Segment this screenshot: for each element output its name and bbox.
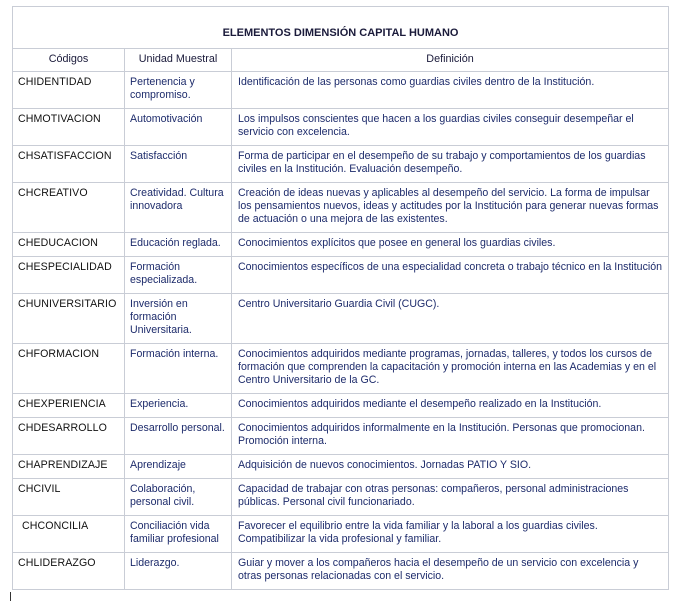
table-row (13, 479, 669, 516)
row-code: CHFORMACION (13, 344, 125, 394)
title-row (13, 7, 669, 49)
row-definition: Adquisición de nuevos conocimientos. Jornadas PATIO Y SIO. (232, 455, 669, 479)
table-row (13, 146, 669, 183)
table-row (13, 516, 669, 553)
row-unit: Pertenencia y compromiso. (125, 72, 232, 109)
row-definition: Los impulsos conscientes que hacen a los guardias civiles conseguir desempeñar el servicio con excelencia. (232, 109, 669, 146)
capital-humano-table (12, 6, 669, 590)
row-definition: Favorecer el equilibrio entre la vida familiar y la laboral a los guardias civiles. Compatibilizar la vida profesional y familiar. (232, 516, 669, 553)
row-unit: Experiencia. (125, 394, 232, 418)
row-unit: Educación reglada. (125, 233, 232, 257)
table-row (13, 344, 669, 394)
header-row (13, 49, 669, 72)
table-body (13, 7, 669, 590)
table-row (13, 72, 669, 109)
row-definition: Conocimientos explícitos que posee en general los guardias civiles. (232, 233, 669, 257)
row-unit: Conciliación vida familiar profesional (125, 516, 232, 553)
header-unidad-muestral: Unidad Muestral (125, 49, 232, 72)
row-code: CHSATISFACCION (13, 146, 125, 183)
row-unit: Aprendizaje (125, 455, 232, 479)
table-row (13, 294, 669, 344)
row-code: CHUNIVERSITARIO (13, 294, 125, 344)
table-row (13, 553, 669, 590)
row-definition: Conocimientos adquiridos mediante programas, jornadas, talleres, y todos los cursos de formación que comprenden la capacitación y promoción interna en las Academias y en el Centro Universitario de la GC. (232, 344, 669, 394)
row-code: CHLIDERAZGO (13, 553, 125, 590)
header-codigos: Códigos (13, 49, 125, 72)
row-code: CHAPRENDIZAJE (13, 455, 125, 479)
row-unit: Creatividad. Cultura innovadora (125, 183, 232, 233)
row-definition: Forma de participar en el desempeño de su trabajo y comportamientos de los guardias civiles en la Institución. Evaluación desempeño. (232, 146, 669, 183)
row-unit: Liderazgo. (125, 553, 232, 590)
row-unit: Colaboración, personal civil. (125, 479, 232, 516)
row-code: CHIDENTIDAD (13, 72, 125, 109)
row-unit: Formación interna. (125, 344, 232, 394)
row-definition: Creación de ideas nuevas y aplicables al desempeño del servicio. La forma de impulsar los pensamientos nuevos, ideas y actitudes por la Institución para generar nuevas formas de actuación o una mejora de las existentes. (232, 183, 669, 233)
row-unit: Inversión en formación Universitaria. (125, 294, 232, 344)
left-margin-mark (10, 592, 11, 601)
table-container (12, 6, 668, 590)
table-row (13, 233, 669, 257)
row-code: CHDESARROLLO (13, 418, 125, 455)
row-unit: Formación especializada. (125, 257, 232, 294)
row-unit: Satisfacción (125, 146, 232, 183)
table-row (13, 418, 669, 455)
row-code: CHESPECIALIDAD (13, 257, 125, 294)
row-definition: Conocimientos adquiridos informalmente en la Institución. Personas que promocionan. Promoción interna. (232, 418, 669, 455)
row-definition: Capacidad de trabajar con otras personas: compañeros, personal administraciones públicas. Personal civil funcionariado. (232, 479, 669, 516)
row-code: CHCIVIL (13, 479, 125, 516)
row-unit: Automotivación (125, 109, 232, 146)
row-code: CHMOTIVACION (13, 109, 125, 146)
table-row (13, 183, 669, 233)
row-definition: Guiar y mover a los compañeros hacia el desempeño de un servicio con excelencia y otras personas relacionadas con el servicio. (232, 553, 669, 590)
row-code: CHCONCILIA (13, 516, 125, 553)
table-row (13, 257, 669, 294)
table-title: ELEMENTOS DIMENSIÓN CAPITAL HUMANO (13, 7, 669, 49)
row-definition: Centro Universitario Guardia Civil (CUGC). (232, 294, 669, 344)
table-row (13, 109, 669, 146)
row-definition: Conocimientos adquiridos mediante el desempeño realizado en la Institución. (232, 394, 669, 418)
table-row (13, 394, 669, 418)
header-definicion: Definición (232, 49, 669, 72)
row-definition: Identificación de las personas como guardias civiles dentro de la Institución. (232, 72, 669, 109)
row-code: CHEDUCACION (13, 233, 125, 257)
row-unit: Desarrollo personal. (125, 418, 232, 455)
row-definition: Conocimientos específicos de una especialidad concreta o trabajo técnico en la Institución (232, 257, 669, 294)
table-row (13, 455, 669, 479)
row-code: CHEXPERIENCIA (13, 394, 125, 418)
row-code: CHCREATIVO (13, 183, 125, 233)
